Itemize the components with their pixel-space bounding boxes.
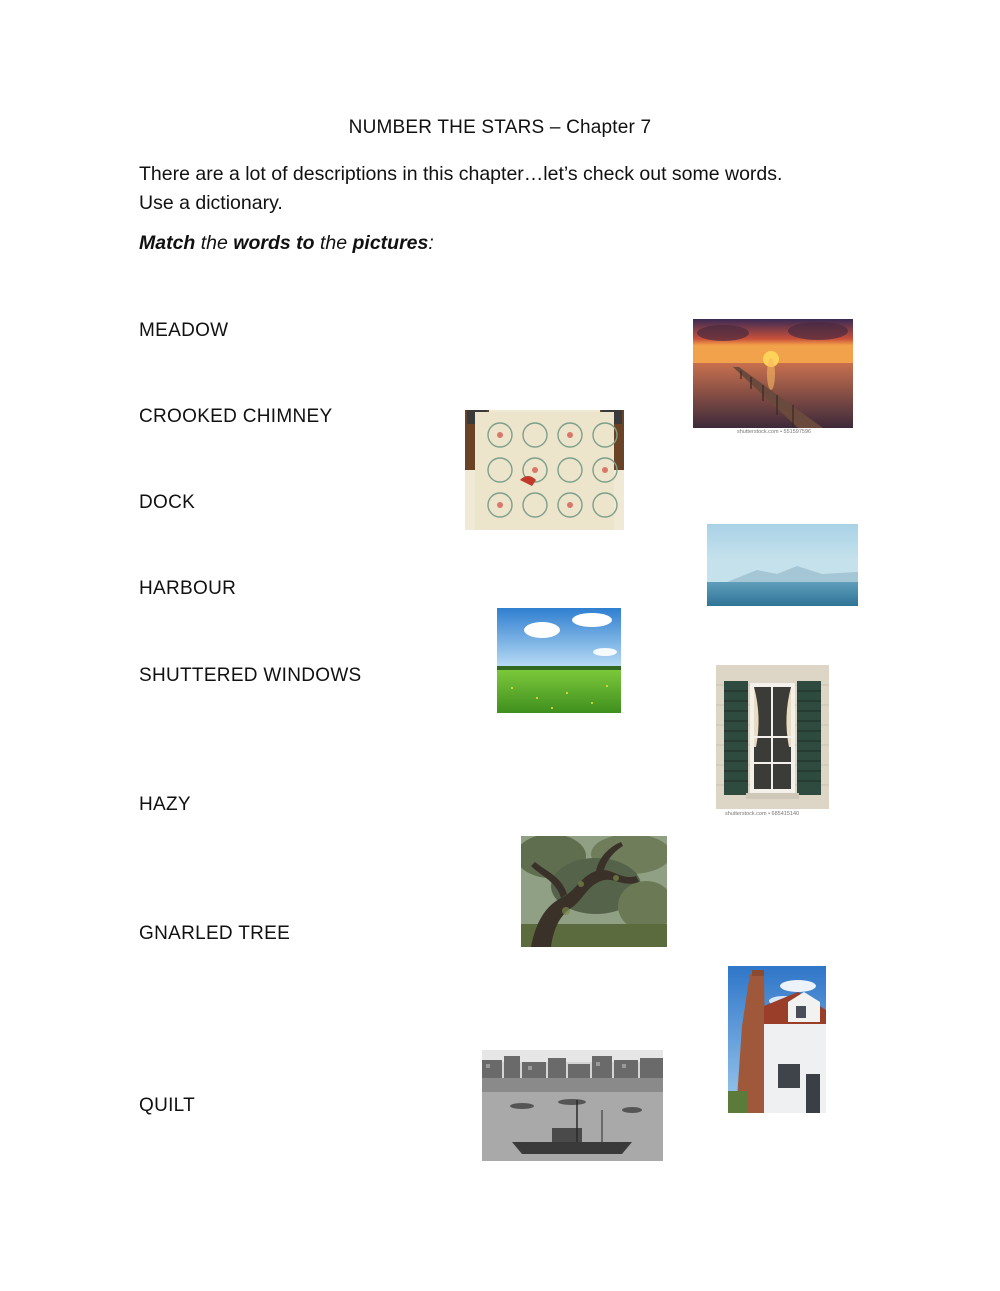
instruction-pictures: pictures — [352, 232, 429, 254]
intro-text — [139, 160, 859, 218]
instruction-match: Match — [139, 232, 196, 254]
word-meadow[interactable]: MEADOW — [139, 320, 229, 341]
word-quilt[interactable]: QUILT — [139, 1095, 196, 1116]
intro-line-1: There are a lot of descriptions in this chapter…let’s check out some words. — [139, 163, 783, 185]
instruction-colon: : — [428, 232, 434, 254]
instruction-the-1: the — [195, 232, 234, 254]
hazy-sea-photo[interactable] — [707, 524, 858, 606]
instruction-the-2: the — [314, 232, 353, 254]
quilt-bed-photo[interactable] — [465, 410, 624, 530]
word-crooked-chimney[interactable]: CROOKED CHIMNEY — [139, 406, 333, 427]
shuttered-window-photo[interactable] — [716, 665, 829, 809]
crooked-chimney-photo[interactable] — [728, 966, 826, 1113]
instruction — [139, 232, 434, 255]
word-hazy[interactable]: HAZY — [139, 794, 191, 815]
word-shuttered-windows[interactable]: SHUTTERED WINDOWS — [139, 665, 362, 686]
window-photo-caption: shutterstock.com • 685415140 — [725, 811, 800, 817]
meadow-photo[interactable] — [497, 608, 621, 713]
instruction-words-to: words to — [233, 232, 315, 254]
gnarled-tree-photo[interactable] — [521, 836, 667, 947]
dock-sunset-photo[interactable] — [693, 319, 853, 428]
word-harbour[interactable]: HARBOUR — [139, 578, 237, 599]
intro-line-2: Use a dictionary. — [139, 192, 283, 214]
dock-photo-caption: shutterstock.com • 551597596 — [737, 429, 812, 435]
page-title: NUMBER THE STARS – Chapter 7 — [348, 117, 652, 138]
word-gnarled-tree[interactable]: GNARLED TREE — [139, 923, 291, 944]
harbour-photo[interactable] — [482, 1050, 663, 1161]
word-dock[interactable]: DOCK — [139, 492, 196, 513]
